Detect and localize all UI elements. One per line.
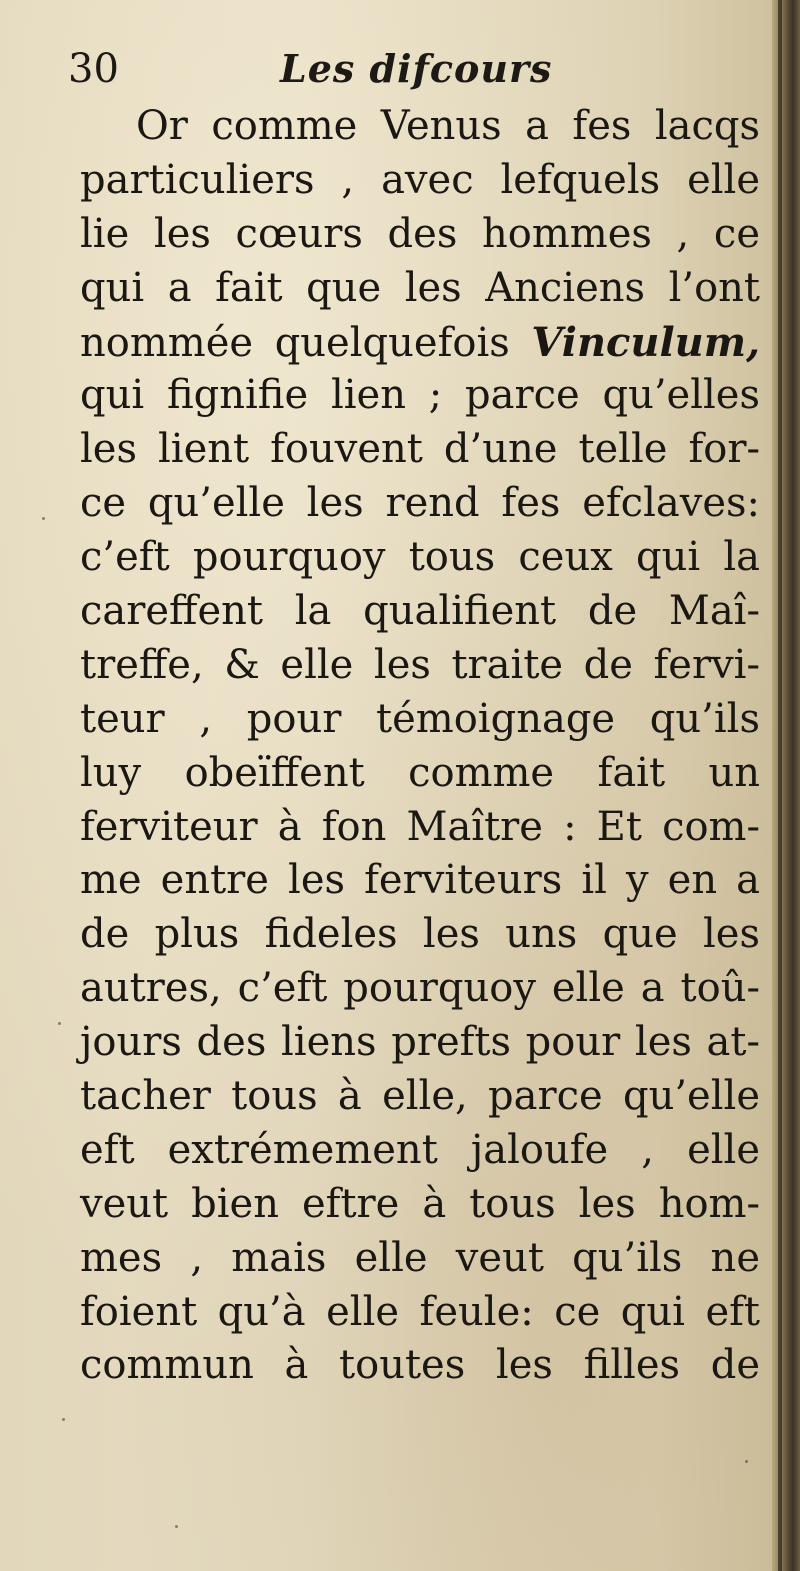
paper-speck <box>175 1525 178 1528</box>
page-header <box>68 42 628 102</box>
text-line: ferviteur à fon Maître : Et com- <box>80 803 760 850</box>
text-line: careffent la qualifient de Maî- <box>80 588 760 635</box>
text-line: luy obeïffent comme fait un <box>80 749 760 796</box>
page-binding-edge <box>772 0 800 1571</box>
paper-speck <box>745 1460 748 1463</box>
text-line: tacher tous à elle, parce qu’elle <box>80 1073 760 1120</box>
text-line: autres, c’eft pourquoy elle a toû- <box>80 965 760 1012</box>
text-line-segment: nommée quelquefois <box>80 319 532 366</box>
paper-speck <box>62 1418 65 1421</box>
text-line: qui fignifie lien ; parce qu’elles <box>80 372 760 419</box>
text-line: me entre les ferviteurs il y en a <box>80 857 760 904</box>
text-line: teur , pour témoignage qu’ils <box>80 695 760 742</box>
text-line: ce qu’elle les rend fes efclaves: <box>80 480 760 527</box>
text-line: particuliers , avec lefquels elle <box>80 156 760 203</box>
text-line: lie les cœurs des hommes , ce <box>80 210 760 257</box>
text-line: Or comme Venus a fes lacqs <box>136 103 760 149</box>
text-line: de plus fideles les uns que les <box>80 911 760 958</box>
page-number: 30 <box>68 46 119 92</box>
body-text <box>80 100 760 1393</box>
text-line: commun à toutes les filles de <box>80 1342 760 1389</box>
text-line: treffe, & elle les traite de fervi- <box>80 641 760 688</box>
paper-speck <box>58 1022 61 1025</box>
text-line: les lient fouvent d’une telle for- <box>80 426 760 473</box>
paper-speck <box>42 517 45 520</box>
text-line: mes , mais elle veut qu’ils ne <box>80 1234 760 1281</box>
text-line: qui a fait que les Anciens l’ont <box>80 264 760 311</box>
text-line: eft extrémement jaloufe , elle <box>80 1126 760 1173</box>
text-line: foient qu’à elle feule: ce qui eft <box>80 1288 760 1335</box>
text-line: c’eft pourquoy tous ceux qui la <box>80 534 760 581</box>
text-line: jours des liens prefts pour les at- <box>80 1019 760 1066</box>
page-edge-shadow <box>778 0 782 1571</box>
text-line <box>80 316 760 370</box>
text-line: veut bien eftre à tous les hom- <box>80 1180 760 1227</box>
italic-word: Vinculum, <box>531 318 760 366</box>
running-head: Les difcours <box>280 46 553 91</box>
